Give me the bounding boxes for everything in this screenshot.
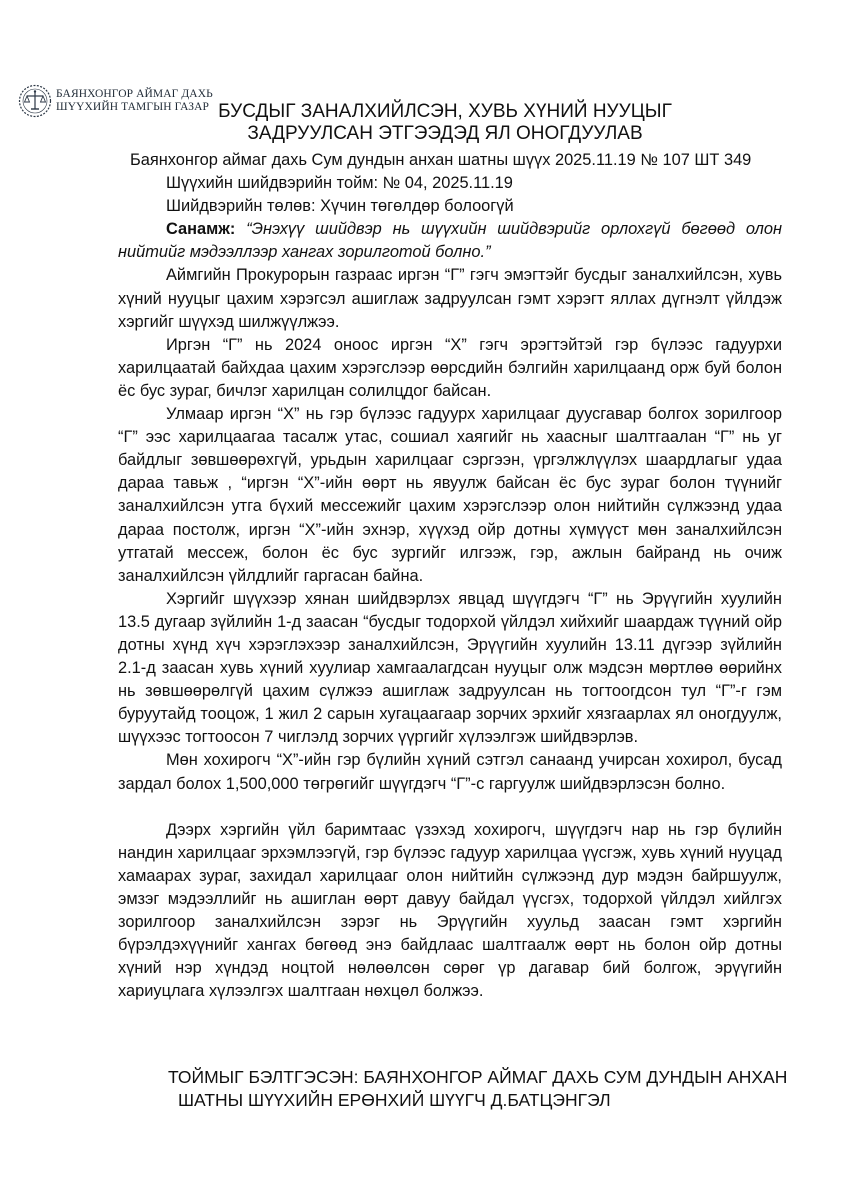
note-text: “Энэхүү шийдвэр нь шүүхийн шийдвэрийг орлохгүй бөгөөд олон нийтийг мэдээллээр хангах зорилготой болно.” [118,220,782,262]
court-logo [18,84,213,118]
summary-number-line: Шүүхийн шийдвэрийн тойм: № 04, 2025.11.19 [166,174,513,193]
org-name-line-1: БАЯНХОНГОР АЙМАГ ДАХЬ [56,88,213,100]
prepared-by-signature [168,1066,788,1112]
document-body [118,149,782,1003]
court-org-name [56,88,213,114]
body-paragraph-6: Дээрх хэргийн үйл баримтаас үзэхэд хохирогч, шүүгдэгч нар нь гэр бүлийн нандин харилцааг эрхэмлээгүй, гэр бүлээс гадуур харилцаа үүсгэж, хувь хүний нууцад хамаарах зураг, захидал харилцааг олон нийтийн сүлжээнд дур мэдэн байршуулж, эмзэг мэдээллийг нь ашиглан өөрт давуу байдал үүсгэх, тодорхой үйлдэл хийлгэх зорилгоор заналхийлсэн зэрэг нь Эрүүгийн хуульд заасан гэмт хэргийн бүрэлдэхүүнийг хангах бөгөөд энэ байдлаас шалтгаалж өөрт нь болон ойр дотны хүний нэр хүндэд ноцтой нөлөөлсөн сөрөг үр дагавар бий болгож, эрүүгийн хариуцлага хүлээлгэх шалтгаан нөхцөл болжээ. [118,820,782,1001]
note-label: Санамж: [166,220,236,239]
scales-of-justice-emblem-icon [18,84,52,118]
body-paragraph-5: Мөн хохирогч “Х”-ийн гэр бүлийн хүний сэтгэл санаанд учирсан хохирол, бусад зардал болох 1,500,000 төгрөгийг шүүгдэгч “Г”-с гаргуулж шийдвэрлэсэн болно. [118,751,782,793]
decision-status-line: Шийдвэрийн төлөв: Хүчин төгөлдөр болоогүй [166,197,514,216]
prepared-by-line-2: ШАТНЫ ШҮҮХИЙН ЕРӨНХИЙ ШҮҮГЧ Д.БАТЦЭНГЭЛ [178,1090,611,1110]
body-paragraph-2: Иргэн “Г” нь 2024 оноос иргэн “Х” гэгч эрэгтэйтэй гэр бүлээс гадуурхи харилцаатай байхдаа цахим хэрэгслээр өөрсдийн бэлгийн харилцаанд орж буй болон ёс бус зураг, бичлэг харилцан солилцдог байсан. [118,335,782,400]
body-paragraph-1: Аймгийн Прокурорын газраас иргэн “Г” гэгч эмэгтэйг бусдыг заналхийлсэн, хувь хүний нууцыг цахим хэрэгсэл ашиглаж задруулсан гэмт хэрэгт яллах дүгнэлт үйлдэж хэргийг шүүхэд шилжүүлжээ. [118,266,782,331]
title-line-1: БУСДЫГ ЗАНАЛХИЙЛСЭН, ХУВЬ ХҮНИЙ НУУЦЫГ [218,101,672,122]
disclaimer-note [118,218,782,264]
title-line-2: ЗАДРУУЛСАН ЭТГЭЭДЭД ЯЛ ОНОГДУУЛАВ [247,123,643,144]
body-paragraph-4: Хэргийг шүүхээр хянан шийдвэрлэх явцад шүүгдэгч “Г” нь Эрүүгийн хуулийн 13.5 дугаар зүйлийн 1-д заасан “бусдыг тодорхой үйлдэл хийхийг шаардаж түүний ойр дотны хүнд хүч хэрэглэхээр заналхийлсэн, Эрүүгийн хуулийн 13.11 дүгээр зүйлийн 2.1-д заасан хувь хүний хуулиар хамгаалагдсан нууцыг олж мэдсэн мөртлөө өөрийнх нь зөвшөөрөлгүй цахим сүлжээ ашиглаж задруулсан нь тогтоогдсон тул “Г”-г гэм буруутайд тооцож, 1 жил 2 сарын хугацаагаар зорчих эрхийг хязгаарлах ял оногдуулж, шүүхээс тогтоосон 7 чиглэлд зорчих үүргийг хүлээлгэж шийдвэрлэв. [118,589,782,747]
prepared-by-line-1: ТОЙМЫГ БЭЛТГЭСЭН: БАЯНХОНГОР АЙМАГ ДАХЬ СУМ ДУНДЫН АНХАН [168,1067,788,1087]
body-paragraph-3: Улмаар иргэн “Х” нь гэр бүлээс гадуурх харилцааг дуусгавар болгох зорилгоор “Г” ээс харилцаагаа тасалж утас, сошиал хаягийг нь хаасныг шалтгаалан “Г” нь уг байдлыг зөвшөөрөхгүй, урьдын харилцааг сэргээн, үргэлжлүүлэх шаардлагыг удаа дараа тавьж , “иргэн “Х”-ийн өөрт нь явуулж байсан ёс бус зураг болон түүнийг заналхийлсэн утга бүхий мессежийг цахим хэрэгслээр олон нийтийн сүлжээнд удаа дараа постолж, иргэн “Х”-ийн эхнэр, хүүхэд ойр дотны хүмүүст мөн заналхийлсэн утгатай мессеж, болон ёс бус зургийг илгээж, гэр, ажлын байранд нь очиж заналхийлсэн үйлдлийг гаргасан байна. [118,405,782,585]
court-case-line: Баянхонгор аймаг дахь Сум дундын анхан шатны шүүх 2025.11.19 № 107 ШТ 349 [130,151,752,169]
document-title [210,101,680,145]
org-name-line-2: ШҮҮХИЙН ТАМГЫН ГАЗАР [56,101,210,113]
